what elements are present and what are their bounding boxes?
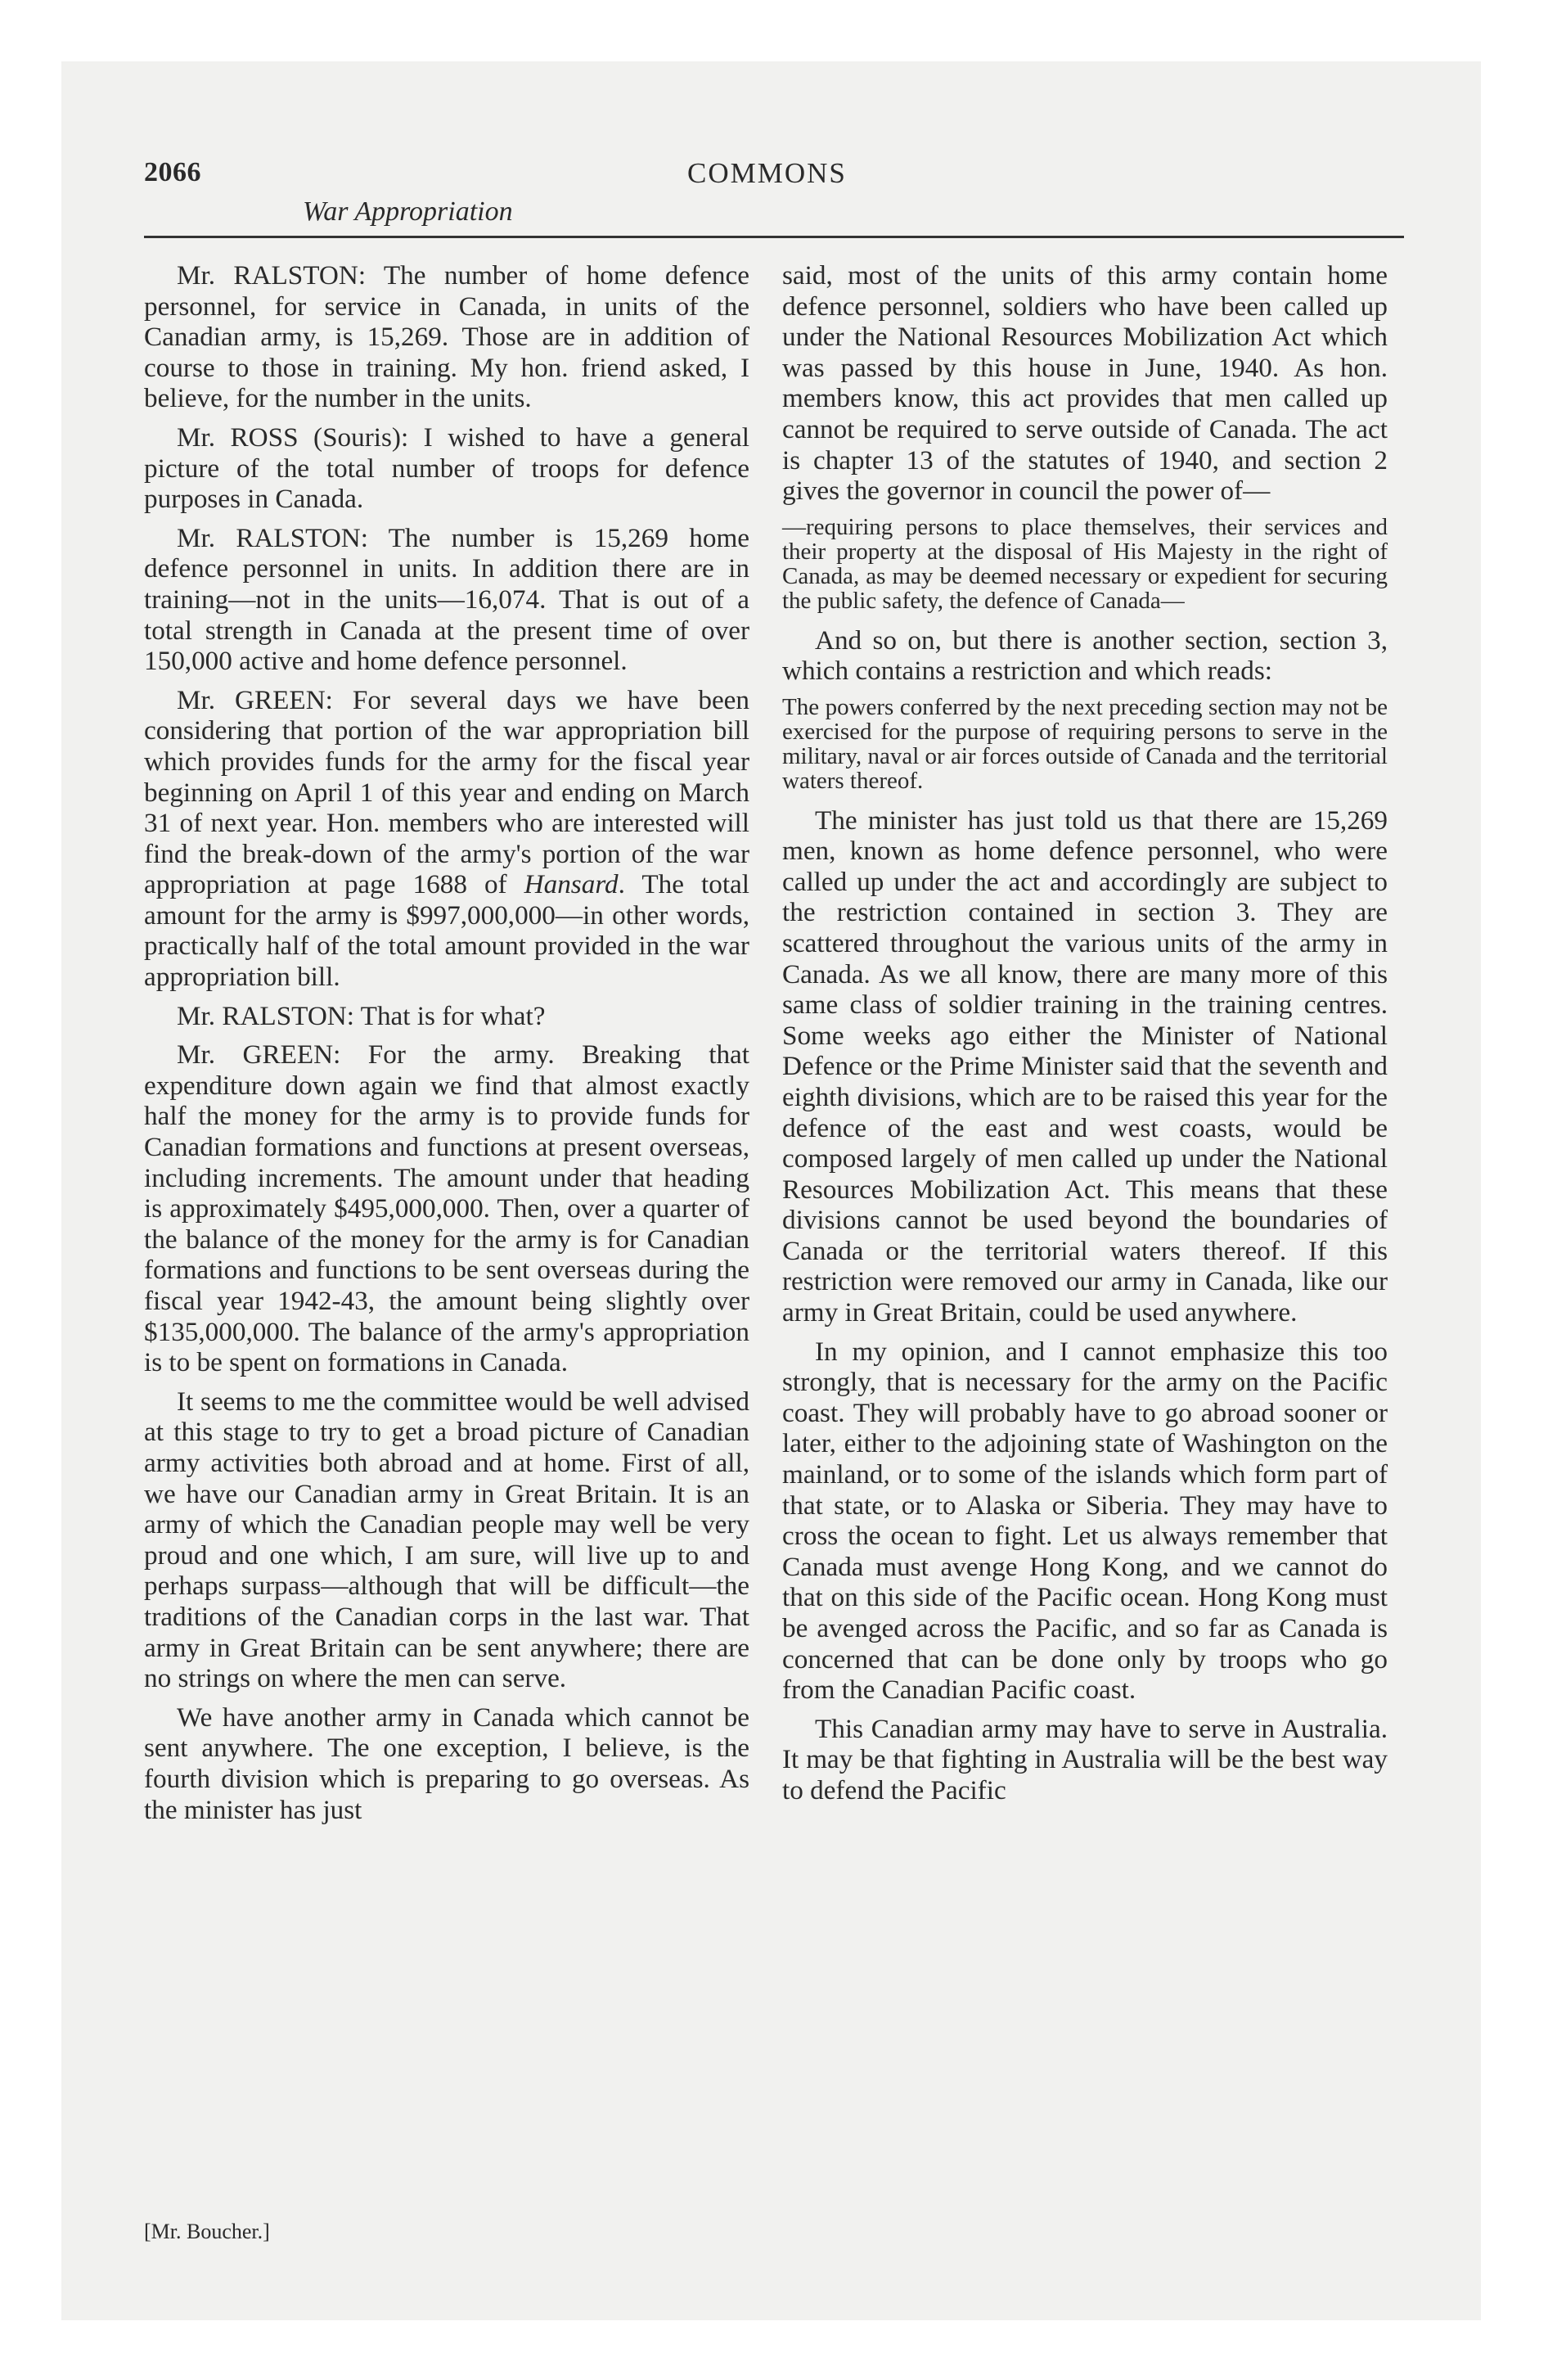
paragraph: Mr. RALSTON: The number is 15,269 home defence personnel in units. In addition there are in training—not in the units—16,074. That is out of a total strength in Canada at the present time of over 150,000 active and home defence personnel. xyxy=(144,522,749,677)
hansard-reference: Hansard xyxy=(524,869,619,900)
paragraph: Mr. RALSTON: The number of home defence personnel, for service in Canada, in units of the Canadian army, is 15,269. Those are in addition of course to those in training. My hon. friend asked, I believe, for the number in the units. xyxy=(144,260,749,414)
paragraph: The minister has just told us that there are 15,269 men, known as home defence personnel, who were called up under the act and accordingly are subject to the restriction contained in section 3. They are scattered throughout the various units of the army in Canada. As we all know, there are many more of this same class of soldier training in the training centres. Some weeks ago either the Minister of National Defence or the Prime Minister said that the seventh and eighth divisions, which are to be raised this year for the defence of the east and west coasts, would be composed largely of men called up under the National Resources Mobilization Act. This means that these divisions cannot be used beyond the boundaries of Canada or the territorial waters thereof. If this restriction were removed our army in Canada, like our army in Great Britain, could be used anywhere. xyxy=(782,805,1388,1328)
paragraph-text: Mr. GREEN: For several days we have been considering that portion of the war appropriation bill which provides funds for the army for the fiscal year beginning on April 1 of this year and ending on March 31 of next year. Hon. members who are interested will find the break-down of the army's portion of the war appropriation at page 1688 of xyxy=(144,684,749,900)
block-quote: —requiring persons to place themselves, their services and their property at the disposal of His Majesty in the right of Canada, as may be deemed necessary or expedient for securing the public safety, the defence of Canada— xyxy=(782,513,1388,615)
paragraph: And so on, but there is another section, section 3, which contains a restriction and which reads: xyxy=(782,624,1388,687)
left-column xyxy=(144,260,749,1833)
paragraph: Mr. GREEN: For the army. Breaking that expenditure down again we find that almost exactly half the money for the army is to provide funds for Canadian formations and functions at present overseas, including increments. The amount under that heading is approximately $495,000,000. Then, over a quarter of the balance of the money for the army is for Canadian formations and functions to be sent overseas during the fiscal year 1942-43, the amount being slightly over $135,000,000. The balance of the army's appropriation is to be spent on formations in Canada. xyxy=(144,1039,749,1378)
paragraph: We have another army in Canada which cannot be sent anywhere. The one exception, I believe, is the fourth division which is preparing to go overseas. As the minister has just xyxy=(144,1702,749,1825)
block-quote: The powers conferred by the next preceding section may not be exercised for the purpose of requiring persons to serve in the military, naval or air forces outside of Canada and the territorial waters thereof. xyxy=(782,693,1388,795)
section-title: War Appropriation xyxy=(303,196,513,227)
paragraph: It seems to me the committee would be well advised at this stage to try to get a broad picture of Canadian army activities both abroad and at home. First of all, we have our Canadian army in Great Britain. It is an army of which the Canadian people may well be very proud and one which, I am sure, will live up to and perhaps surpass—although that will be difficult—the traditions of the Canadian corps in the last war. That army in Great Britain can be sent anywhere; there are no strings on where the men can serve. xyxy=(144,1386,749,1694)
paragraph: Mr. ROSS (Souris): I wished to have a general picture of the total number of troops for defence purposes in Canada. xyxy=(144,421,749,515)
paragraph: said, most of the units of this army contain home defence personnel, soldiers who have been called up under the National Resources Mobilization Act which was passed by this house in June, 1940. As hon. members know, this act provides that men called up cannot be required to serve outside of Canada. The act is chapter 13 of the statutes of 1940, and section 2 gives the governor in council the power of— xyxy=(782,260,1388,507)
paragraph xyxy=(144,685,749,993)
paragraph: In my opinion, and I cannot emphasize this too strongly, that is necessary for the army on the Pacific coast. They will probably have to go abroad sooner or later, either to the adjoining state of Washington on the mainland, or to some of the islands which form part of that state, or to Alaska or Siberia. They may have to cross the ocean to fight. Let us always remember that Canada must avenge Hong Kong, and we cannot do that on this side of the Pacific ocean. Hong Kong must be avenged across the Pacific, and so far as Canada is concerned that can be done only by troops who go from the Canadian Pacific coast. xyxy=(782,1336,1388,1706)
speaker-footnote: [Mr. Boucher.] xyxy=(144,2220,270,2243)
header-rule xyxy=(144,236,1404,238)
paragraph: Mr. RALSTON: That is for what? xyxy=(177,1000,546,1031)
paragraph: This Canadian army may have to serve in Australia. It may be that fighting in Australia will be the best way to defend the Pacific xyxy=(782,1713,1388,1805)
running-head: COMMONS xyxy=(687,157,847,189)
right-column xyxy=(782,260,1388,1814)
page-number: 2066 xyxy=(144,157,201,187)
paragraph-text: . The total amount for the army is $997,000,000—in other words, practically half of the total amount provided in the war appropriation bill. xyxy=(144,869,749,993)
